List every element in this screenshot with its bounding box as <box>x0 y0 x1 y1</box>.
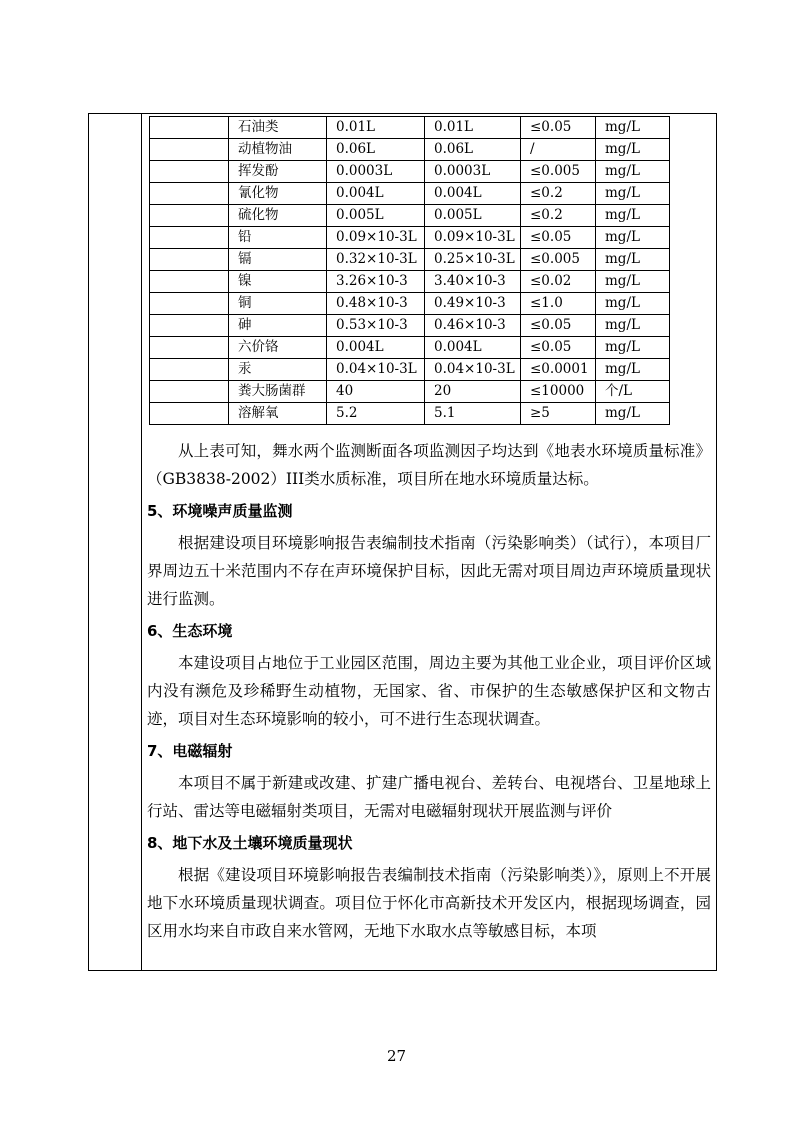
table-cell: ≤1.0 <box>521 293 596 315</box>
table-cell: 0.25×10-3L <box>425 249 521 271</box>
blank-cell <box>150 117 229 139</box>
blank-cell <box>150 337 229 359</box>
table-cell: 5.1 <box>425 403 521 425</box>
blank-cell <box>150 403 229 425</box>
table-cell: 0.005L <box>425 205 521 227</box>
table-cell: 铜 <box>229 293 327 315</box>
table-cell: mg/L <box>596 403 670 425</box>
table-cell: 粪大肠菌群 <box>229 381 327 403</box>
table-cell: mg/L <box>596 359 670 381</box>
table-cell: 硫化物 <box>229 205 327 227</box>
blank-cell <box>150 315 229 337</box>
table-cell: 0.09×10-3L <box>425 227 521 249</box>
table-cell: 0.004L <box>327 183 425 205</box>
table-cell: 0.01L <box>327 117 425 139</box>
table-cell: 氰化物 <box>229 183 327 205</box>
table-cell: 0.01L <box>425 117 521 139</box>
table-cell: 0.09×10-3L <box>327 227 425 249</box>
table-row <box>150 337 670 359</box>
table-row <box>150 183 670 205</box>
section-7-paragraph: 本项目不属于新建或改建、扩建广播电视台、差转台、电视塔台、卫星地球上行站、雷达等电磁辐射类项目，无需对电磁辐射现状开展监测与评价 <box>147 774 711 820</box>
table-row <box>150 359 670 381</box>
table-cell: ≤0.005 <box>521 249 596 271</box>
page-number: 27 <box>386 1047 407 1065</box>
table-row <box>150 293 670 315</box>
table-row <box>150 403 670 425</box>
table-cell: mg/L <box>596 139 670 161</box>
blank-cell <box>150 249 229 271</box>
table-cell: 0.0003L <box>425 161 521 183</box>
table-cell: 0.49×10-3 <box>425 293 521 315</box>
water-conclusion-paragraph: 从上表可知，舞水两个监测断面各项监测因子均达到《地表水环境质量标准》（GB3838-2002）III类水质标准，项目所在地水环境质量达标。 <box>147 442 711 488</box>
table-cell: mg/L <box>596 293 670 315</box>
section-6-paragraph: 本建设项目占地位于工业园区范围，周边主要为其他工业企业，项目评价区域内没有濒危及珍稀野生动植物，无国家、省、市保护的生态敏感保护区和文物古迹，项目对生态环境影响的较小，可不进行生态现状调查。 <box>147 654 711 728</box>
table-row <box>150 139 670 161</box>
section-5-heading: 5、环境噪声质量监测 <box>147 502 293 520</box>
table-cell: 20 <box>425 381 521 403</box>
section-5-paragraph: 根据建设项目环境影响报告表编制技术指南（污染影响类）（试行），本项目厂界周边五十米范围内不存在声环境保护目标，因此无需对项目周边声环境质量现状进行监测。 <box>147 534 711 608</box>
blank-cell <box>150 205 229 227</box>
table-cell: ≤0.05 <box>521 315 596 337</box>
body-text <box>147 437 711 945</box>
table-cell: 0.06L <box>327 139 425 161</box>
table-cell: mg/L <box>596 227 670 249</box>
table-cell: 0.48×10-3 <box>327 293 425 315</box>
table-cell: 0.005L <box>327 205 425 227</box>
table-cell: ≤0.05 <box>521 337 596 359</box>
table-row <box>150 271 670 293</box>
table-row <box>150 117 670 139</box>
table-row <box>150 161 670 183</box>
table-cell: 六价铬 <box>229 337 327 359</box>
table-cell: 动植物油 <box>229 139 327 161</box>
table-cell: ≤10000 <box>521 381 596 403</box>
table-row <box>150 205 670 227</box>
table-cell: mg/L <box>596 117 670 139</box>
table-cell: ≤0.0001 <box>521 359 596 381</box>
table-cell: 镉 <box>229 249 327 271</box>
blank-cell <box>150 139 229 161</box>
table-cell: 溶解氧 <box>229 403 327 425</box>
table-cell: 0.004L <box>327 337 425 359</box>
table-cell: 0.0003L <box>327 161 425 183</box>
table-cell: ≤0.05 <box>521 117 596 139</box>
table-cell: 挥发酚 <box>229 161 327 183</box>
blank-cell <box>150 271 229 293</box>
table-cell: 0.004L <box>425 183 521 205</box>
table-cell: mg/L <box>596 337 670 359</box>
section-7-heading: 7、电磁辐射 <box>147 742 233 760</box>
table-cell: mg/L <box>596 205 670 227</box>
table-cell: 0.04×10-3L <box>327 359 425 381</box>
table-cell: 0.32×10-3L <box>327 249 425 271</box>
table-cell: ≤0.2 <box>521 205 596 227</box>
frame-divider <box>141 113 142 971</box>
table-cell: 个/L <box>596 381 670 403</box>
table-cell: mg/L <box>596 161 670 183</box>
blank-cell <box>150 183 229 205</box>
table-cell: mg/L <box>596 315 670 337</box>
table-cell: ≤0.05 <box>521 227 596 249</box>
table-cell: ≤0.02 <box>521 271 596 293</box>
section-8-paragraph: 根据《建设项目环境影响报告表编制技术指南（污染影响类）》，原则上不开展地下水环境质量现状调查。项目位于怀化市高新技术开发区内，根据现场调查，园区用水均来自市政自来水管网，无地下水取水点等敏感目标，本项 <box>147 866 711 940</box>
table-cell: 3.26×10-3 <box>327 271 425 293</box>
table-cell: mg/L <box>596 249 670 271</box>
table-cell: 砷 <box>229 315 327 337</box>
section-8-heading: 8、地下水及土壤环境质量现状 <box>147 834 353 852</box>
table-cell: 铅 <box>229 227 327 249</box>
table-row <box>150 249 670 271</box>
table-cell: 0.004L <box>425 337 521 359</box>
table-cell: ≥5 <box>521 403 596 425</box>
section-6-heading: 6、生态环境 <box>147 622 233 640</box>
table-row <box>150 381 670 403</box>
table-row <box>150 227 670 249</box>
table-cell: mg/L <box>596 183 670 205</box>
blank-cell <box>150 161 229 183</box>
table-cell: / <box>521 139 596 161</box>
table-cell: mg/L <box>596 271 670 293</box>
blank-cell <box>150 381 229 403</box>
blank-cell <box>150 293 229 315</box>
table-cell: ≤0.005 <box>521 161 596 183</box>
table-row <box>150 315 670 337</box>
monitoring-table <box>149 116 670 425</box>
table-cell: 40 <box>327 381 425 403</box>
table-cell: 0.53×10-3 <box>327 315 425 337</box>
table-cell: 汞 <box>229 359 327 381</box>
table-cell: 镍 <box>229 271 327 293</box>
table-cell: 5.2 <box>327 403 425 425</box>
table-cell: ≤0.2 <box>521 183 596 205</box>
table-cell: 3.40×10-3 <box>425 271 521 293</box>
table-cell: 0.06L <box>425 139 521 161</box>
monitoring-table-body <box>150 117 670 425</box>
blank-cell <box>150 359 229 381</box>
table-cell: 0.04×10-3L <box>425 359 521 381</box>
table-cell: 石油类 <box>229 117 327 139</box>
table-cell: 0.46×10-3 <box>425 315 521 337</box>
blank-cell <box>150 227 229 249</box>
